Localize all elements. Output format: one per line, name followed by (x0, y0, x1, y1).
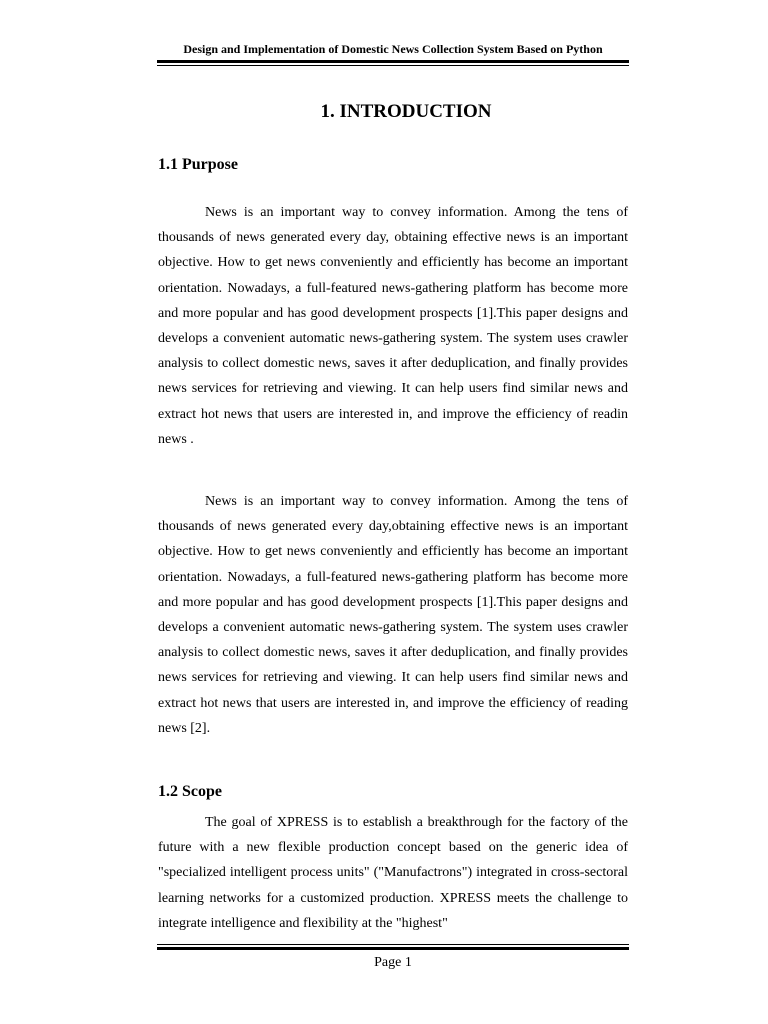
header-rule-thin (157, 65, 629, 66)
header-rule-thick (157, 60, 629, 63)
purpose-paragraph-2: News is an important way to convey information. Among the tens of thousands of news generated every day,obtaining effective news is an important objective. How to get news conveniently and efficiently has become an important orientation. Nowadays, a full-featured news-gathering platform has become more and more popular and has good development prospects [1].This paper designs and develops a convenient automatic news-gathering system. The system uses crawler analysis to collect domestic news, saves it after deduplication, and finally provides news services for retrieving and viewing. It can help users find similar news and extract hot news that users are interested in, and improve the efficiency of reading news [2]. (158, 494, 628, 736)
running-header: Design and Implementation of Domestic News Collection System Based on Python (183, 42, 603, 56)
scope-paragraph-1: The goal of XPRESS is to establish a breakthrough for the factory of the future with a new flexible production concept based on the generic idea of "specialized intelligent process units" ("Manufactrons") integrated in cross-sectoral learning networks for a customized production. XPRESS meets the challenge to integrate intelligence and flexibility at the "highest" (158, 815, 628, 931)
purpose-paragraph-1: News is an important way to convey information. Among the tens of thousands of news generated every day, obtaining effective news is an important objective. How to get news conveniently and efficiently has become an important orientation. Nowadays, a full-featured news-gathering platform has become more and more popular and has good development prospects [1].This paper designs and develops a convenient automatic news-gathering system. The system uses crawler analysis to collect domestic news, saves it after deduplication, and finally provides news services for retrieving and viewing. It can help users find similar news and extract hot news that users are interested in, and improve the efficiency of readin news . (158, 205, 628, 447)
page-number: Page 1 (374, 955, 412, 970)
section-heading-purpose: 1.1 Purpose (158, 156, 238, 173)
footer-rule-thin (157, 944, 629, 945)
section-heading-scope: 1.2 Scope (158, 783, 222, 800)
footer-rule-thick (157, 947, 629, 950)
chapter-title: 1. INTRODUCTION (320, 101, 492, 122)
